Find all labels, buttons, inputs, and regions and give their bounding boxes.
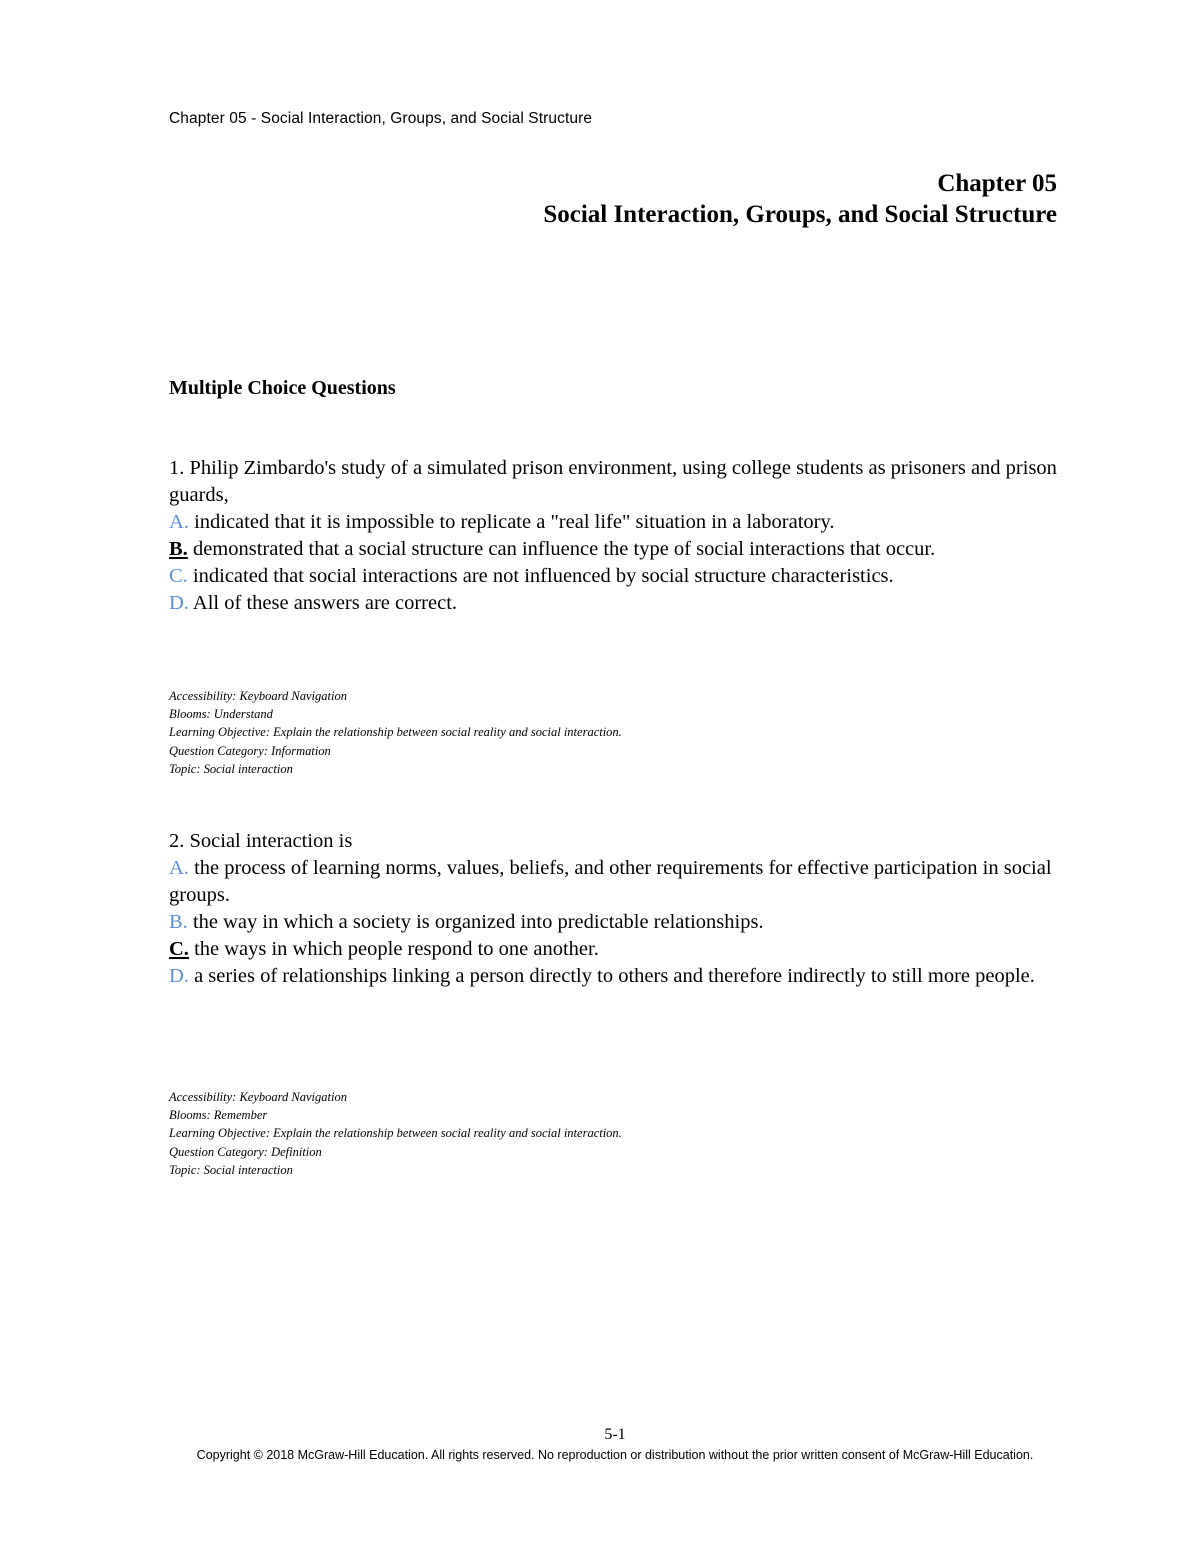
chapter-title-block [543,168,1057,230]
option-a [169,509,1069,536]
option-text: the process of learning norms, values, beliefs, and other requirements for effective participation in social groups. [169,857,1052,906]
meta-topic: Topic: Social interaction [169,1162,293,1177]
meta-learning-objective: Learning Objective: Explain the relationship between social reality and social interaction. [169,725,622,740]
option-text: a series of relationships linking a person directly to others and therefore indirectly to still more people. [188,965,1035,987]
question-2-metadata [169,1088,622,1179]
option-letter: D. [169,592,189,614]
option-letter: C. [169,565,188,587]
meta-topic: Topic: Social interaction [169,761,293,776]
meta-accessibility: Accessibility: Keyboard Navigation [169,1090,347,1104]
correct-answer-letter: C. [169,938,189,960]
meta-question-category: Question Category: Information [169,743,331,758]
option-d [169,590,1069,617]
option-c [169,563,1069,590]
correct-answer-letter: B. [169,538,188,560]
question-stem: 2. Social interaction is [169,830,353,852]
option-letter: A. [169,511,189,533]
option-text: the ways in which people respond to one another. [188,938,599,960]
meta-accessibility: Accessibility: Keyboard Navigation [169,689,347,703]
question-1-metadata [169,687,622,778]
page-number: 5-1 [604,1426,626,1443]
meta-blooms: Blooms: Remember [169,1108,268,1123]
question-stem: 1. Philip Zimbardo's study of a simulated prison environment, using college students as prisoners and prison guards, [169,457,1057,506]
question-2 [169,828,1069,990]
option-letter: B. [169,911,188,933]
option-text: the way in which a society is organized into predictable relationships. [187,911,764,933]
running-header: Chapter 05 - Social Interaction, Groups, and Social Structure [169,110,593,127]
meta-learning-objective: Learning Objective: Explain the relationship between social reality and social interaction. [169,1126,622,1141]
option-letter: D. [169,965,189,987]
option-text: indicated that it is impossible to replicate a "real life" situation in a laboratory. [188,511,835,533]
option-text: All of these answers are correct. [188,592,458,614]
option-d [169,963,1069,990]
option-text: indicated that social interactions are not influenced by social structure characteristics. [187,565,894,587]
question-1 [169,455,1069,617]
option-letter: A. [169,857,189,879]
option-b [169,536,1069,563]
page-footer [0,1424,1200,1464]
meta-question-category: Question Category: Definition [169,1144,322,1159]
option-text: demonstrated that a social structure can influence the type of social interactions that occur. [187,538,936,560]
option-c [169,936,1069,963]
option-b [169,909,1069,936]
meta-blooms: Blooms: Understand [169,707,273,722]
chapter-number: Chapter 05 [937,170,1057,197]
section-heading: Multiple Choice Questions [169,377,396,399]
copyright-notice: Copyright © 2018 McGraw-Hill Education. All rights reserved. No reproduction or distribution without the prior written consent of McGraw-Hill Education. [196,1448,1034,1462]
option-a [169,855,1069,909]
chapter-title: Social Interaction, Groups, and Social Structure [543,201,1057,228]
